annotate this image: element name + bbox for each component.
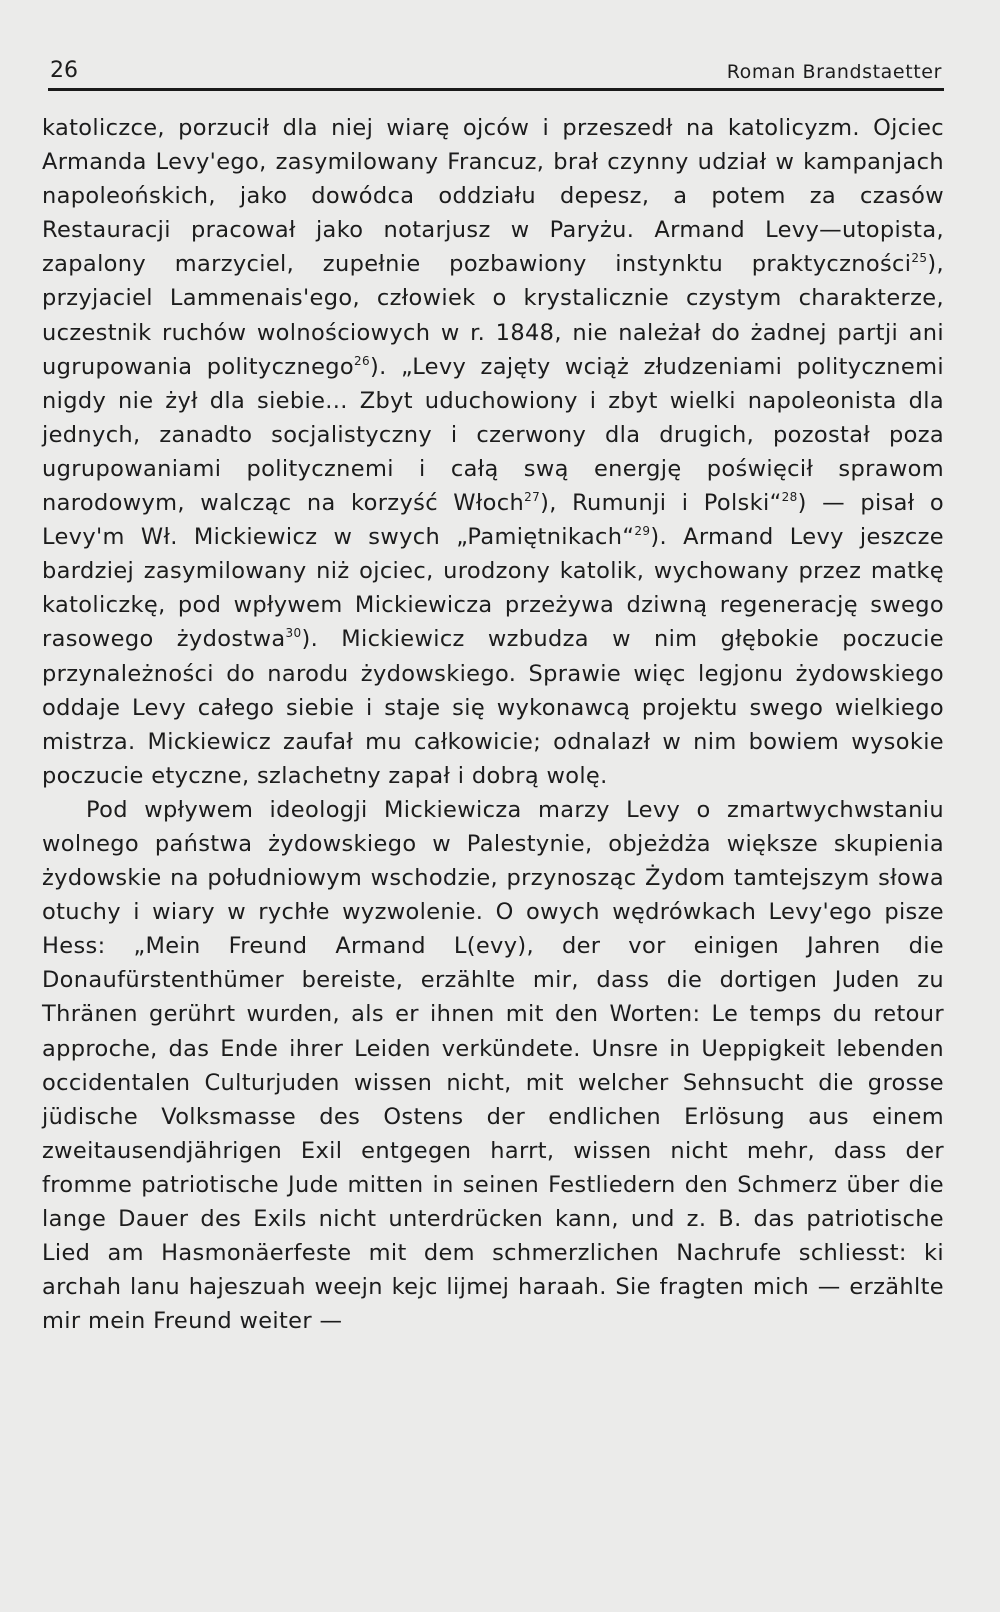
- footnote-ref: 29: [634, 524, 651, 539]
- page-header: [42, 52, 944, 82]
- text-run: ), przyjaciel Lammenais'ego, człowiek o krystalicznie czystym charakterze, uczestnik ruchów wolnościowych w r. 1848, nie należał do żadnej partji ani ugrupowania politycznego: [42, 251, 944, 380]
- footnote-ref: 25: [911, 251, 928, 266]
- body-text: [42, 111, 944, 1338]
- text-run: ). Armand Levy jeszcze bardziej zasymilowany niż ojciec, urodzony katolik, wychowany przez matkę katoliczkę, pod wpływem Mickiewicza przeżywa dziwną regenerację swego rasowego żydostwa: [42, 524, 944, 653]
- text-run: Pod wpływem ideologji Mickiewicza marzy Levy o zmartwychwstaniu wolnego państwa żydowskiego w Palestynie, objeżdża większe skupienia żydowskie na południowym wschodzie, przynosząc Żydom tamtejszym słowa otuchy i wiary w rychłe wyzwolenie. O owych wędrówkach Levy'ego pisze Hess: „Mein Freund Armand L(evy), der vor einigen Jahren die Donaufürstenthümer bereiste, erzählte mir, dass die dortigen Juden zu Thränen gerührt wurden, als er ihnen mit den Worten: Le temps du retour approche, das Ende ihrer Leiden verkündete. Unsre in Ueppigkeit lebenden occidentalen Culturjuden wissen nicht, mit welcher Sehnsucht die grosse jüdische Volksmasse des Ostens der endlichen Erlösung aus einem zweitausendjährigen Exil entgegen harrt, wissen nicht mehr, dass der fromme patriotische Jude mitten in seinen Festliedern den Schmerz über die lange Dauer des Exils nicht unterdrücken kann, und z. B. das patriotische Lied am Hasmonäerfeste mit dem schmerzlichen Nachrufe schliesst: ki archah lanu hajeszuah weejn kejc lijmej haraah. Sie fragten mich — erzählte mir mein Freund weiter —: [42, 796, 944, 1335]
- text-run: ). „Levy zajęty wciąż złudzeniami politycznemi nigdy nie żył dla siebie... Zbyt uduchowiony i zbyt wielki napoleonista dla jednych, zanadto socjalistyczny i czerwony dla drugich, pozostał poza ugrupowaniami politycznemi i całą swą energję poświęcił sprawom narodowym, walcząc na korzyść Włoch: [42, 353, 944, 517]
- text-run: ). Mickiewicz wzbudza w nim głębokie poczucie przynależności do narodu żydowskiego. Sprawie więc legjonu żydowskiego oddaje Levy całego siebie i staje się wykonawcą projektu swego wielkiego mistrza. Mickiewicz zaufał mu całkowicie; odnalazł w nim bowiem wysokie poczucie etyczne, szlachetny zapał i dobrą wolę.: [42, 626, 944, 789]
- text-run: katoliczce, porzucił dla niej wiarę ojców i przeszedł na katolicyzm. Ojciec Armanda Levy'ego, zasymilowany Francuz, brał czynny udział w kampanjach napoleońskich, jako dowódca oddziału depesz, a potem za czasów Restauracji pracował jako notarjusz w Paryżu. Armand Levy—utopista, zapalony marzyciel, zupełnie pozbawiony instynktu praktyczności: [42, 115, 944, 278]
- text-run: ) — pisał o Levy'm Wł. Mickiewicz w swych „Pamiętnikach“: [42, 490, 945, 551]
- page-number: 26: [50, 58, 78, 83]
- running-head: Roman Brandstaetter: [726, 61, 942, 83]
- footnote-ref: 28: [781, 490, 798, 505]
- paragraph-2: [42, 793, 944, 1339]
- paragraph-1: [42, 111, 944, 793]
- footnote-ref: 27: [524, 490, 541, 505]
- header-rule: [48, 88, 944, 91]
- footnote-ref: 26: [354, 353, 370, 368]
- text-run: ), Rumunji i Polski“: [540, 490, 782, 517]
- footnote-ref: 30: [285, 626, 302, 641]
